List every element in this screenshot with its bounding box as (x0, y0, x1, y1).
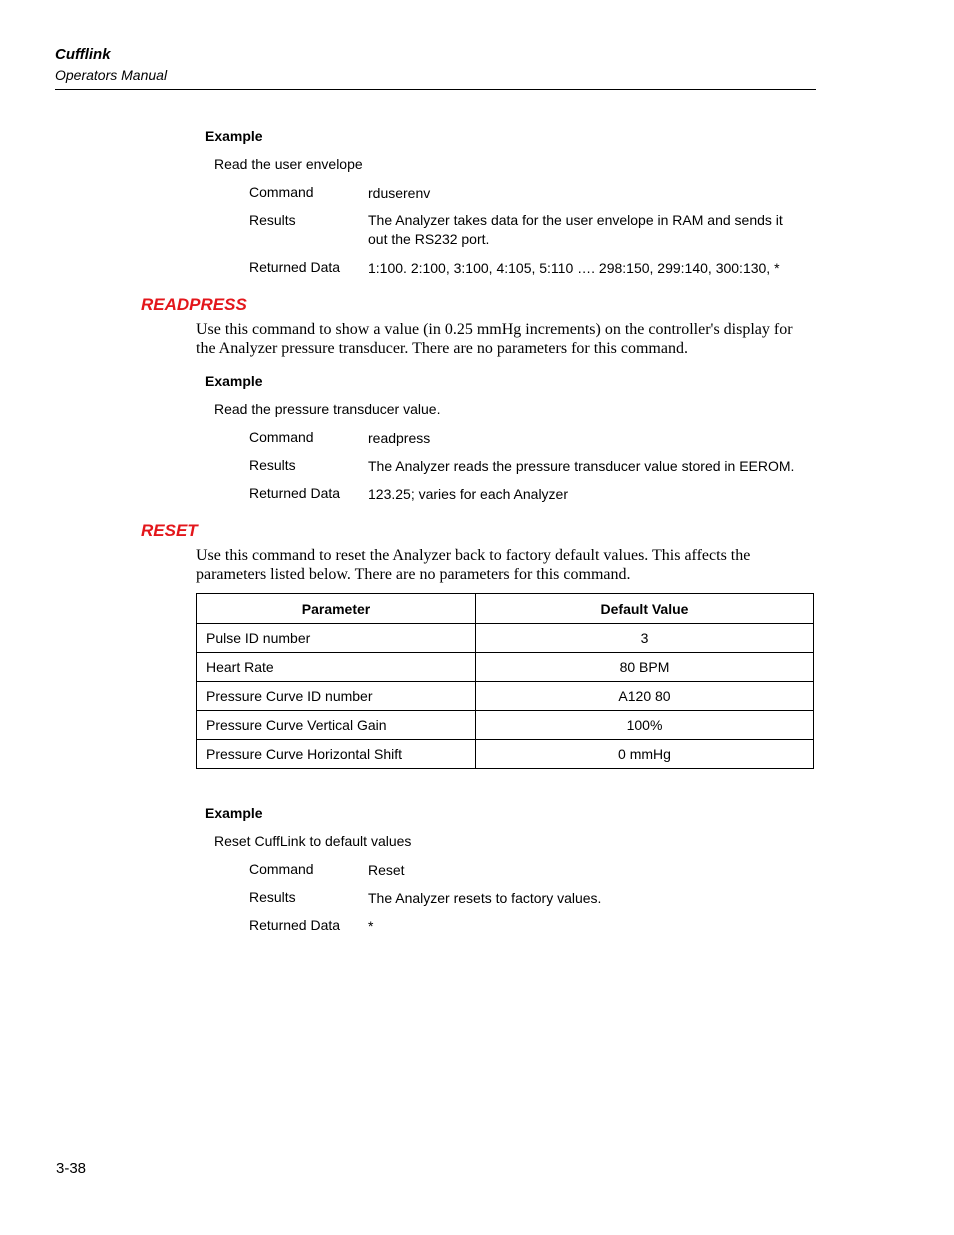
example-label: Example (205, 373, 263, 389)
example-intro: Read the user envelope (214, 156, 363, 172)
manual-subtitle: Operators Manual (55, 67, 168, 83)
command-key: Command (249, 429, 314, 445)
returned-data-key: Returned Data (249, 485, 341, 501)
reset-heading: RESET (141, 521, 198, 540)
table-row (197, 682, 814, 711)
returned-data-key: Returned Data (249, 259, 341, 275)
parameter-cell: Pressure Curve ID number (197, 682, 476, 711)
command-value: Reset (368, 862, 405, 878)
parameter-cell: Heart Rate (197, 653, 476, 682)
table-row (197, 653, 814, 682)
command-value: readpress (368, 430, 431, 446)
returned-data-value: 123.25; varies for each Analyzer (368, 486, 569, 502)
example-label: Example (205, 128, 263, 144)
example-intro: Reset CuffLink to default values (214, 833, 412, 849)
default-value-cell: 0 mmHg (476, 740, 814, 769)
results-value: The Analyzer resets to factory values. (368, 890, 602, 906)
results-key: Results (249, 889, 296, 905)
example-label: Example (205, 805, 263, 821)
parameter-cell: Pressure Curve Vertical Gain (197, 711, 476, 740)
default-value-cell: 3 (476, 624, 814, 653)
default-value-cell: A120 80 (476, 682, 814, 711)
default-value-cell: 100% (476, 711, 814, 740)
page-number: 3-38 (56, 1160, 87, 1177)
parameter-cell: Pressure Curve Horizontal Shift (197, 740, 476, 769)
manual-title: Cufflink (55, 46, 111, 63)
table-row (197, 711, 814, 740)
example-intro: Read the pressure transducer value. (214, 401, 441, 417)
parameter-cell: Pulse ID number (197, 624, 476, 653)
results-key: Results (249, 457, 296, 473)
results-value: The Analyzer reads the pressure transducer value stored in EEROM. (368, 458, 795, 474)
table-header-row (197, 594, 814, 624)
command-key: Command (249, 861, 314, 877)
results-key: Results (249, 212, 296, 228)
returned-data-key: Returned Data (249, 917, 341, 933)
column-header-parameter: Parameter (197, 594, 476, 624)
default-values-table (196, 593, 814, 769)
table-row (197, 624, 814, 653)
returned-data-value: 1:100. 2:100, 3:100, 4:105, 5:110 …. 298:150, 299:140, 300:130, * (368, 260, 780, 276)
command-value: rduserenv (368, 185, 431, 201)
readpress-heading: READPRESS (141, 295, 247, 314)
results-value: The Analyzer takes data for the user envelope in RAM and sends it out the RS232 port. (368, 212, 783, 247)
column-header-default-value: Default Value (476, 594, 814, 624)
table-row (197, 740, 814, 769)
returned-data-value: * (368, 918, 374, 934)
header-rule (55, 89, 816, 90)
reset-description: Use this command to reset the Analyzer back to factory default values. This affects the parameters listed below. There are no parameters for this command. (196, 547, 751, 583)
default-value-cell: 80 BPM (476, 653, 814, 682)
command-key: Command (249, 184, 314, 200)
readpress-description: Use this command to show a value (in 0.25 mmHg increments) on the controller's display for the Analyzer pressure transducer. There are no parameters for this command. (196, 321, 793, 357)
